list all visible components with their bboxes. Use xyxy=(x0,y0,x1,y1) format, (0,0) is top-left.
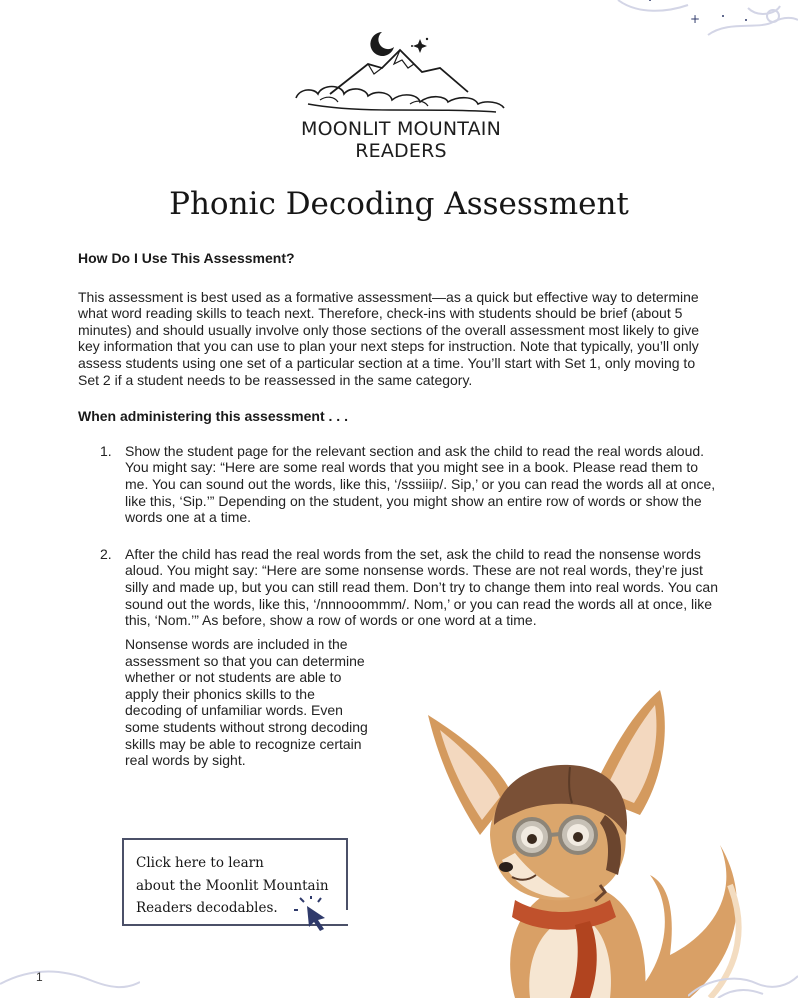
list-item xyxy=(78,546,718,629)
fox-nose xyxy=(499,862,513,872)
brand-logo xyxy=(290,24,512,164)
brand-name-line-2: READERS xyxy=(355,140,447,162)
decodables-link-box[interactable] xyxy=(122,838,348,926)
moon-mountain-logo-icon xyxy=(290,24,512,116)
click-cursor-icon[interactable] xyxy=(294,896,338,932)
cloud-swirl-decoration xyxy=(598,0,798,70)
step-number: 1. xyxy=(100,442,112,459)
cta-line-3[interactable]: Readers decodables. xyxy=(136,900,278,916)
main-content xyxy=(78,250,718,649)
cta-line-2[interactable]: about the Moonlit Mountain xyxy=(136,877,329,894)
steps-list xyxy=(78,443,718,629)
page-title: Phonic Decoding Assessment xyxy=(169,186,629,222)
intro-paragraph: This assessment is best used as a formative assessment—as a quick but effective way to determine what word reading skills to teach next. Therefore, check-ins with students should be brief (about 5 minutes) and should usually involve only those sections of the overall assessment most likely to give key information that you can use to plan your next steps for instruction. Note that typically, you’ll only assess students using one set of a particular section at a time. You’ll start with Set 1, only moving to Set 2 if a student needs to be reassessed in the same category. xyxy=(78,288,699,388)
section-heading: How Do I Use This Assessment? xyxy=(78,250,295,266)
list-item xyxy=(78,443,718,526)
step-number: 2. xyxy=(100,545,112,562)
svg-text:+: + xyxy=(690,12,701,26)
page-number: 1 xyxy=(36,970,43,984)
step-text: After the child has read the real words from the set, ask the child to read the nonsense words aloud. You might say: “Here are some nonsense words. These are not real words, they’re just silly and made up, but you can still read them. Don’t try to change them into real words. You can sound out the words, like this, ‘/nnnooommm/. Nom,’ or you can read the words all at once, like this, ‘Nom.’” As before, show a row of words or one word at a time. xyxy=(125,545,718,629)
brand-name-line-1: MOONLIT MOUNTAIN xyxy=(301,118,501,140)
nonsense-words-note: Nonsense words are included in the assessment so that you can determine whether or not students are able to apply their phonics skills to the decoding of unfamiliar words. Even some students without strong decoding skills may be able to recognize certain real words by sight. xyxy=(125,636,368,769)
bottom-left-cloud-decoration xyxy=(0,958,140,998)
bottom-right-cloud-decoration xyxy=(688,938,798,998)
admin-heading: When administering this assessment . . . xyxy=(78,408,348,425)
cta-line-1[interactable]: Click here to learn xyxy=(136,855,264,871)
step-text: Show the student page for the relevant section and ask the child to read the real words aloud. You might say: “Here are some real words that you might see in a book. Please read them to me. You can sound out the words, like this, ‘/sssiiip/. Sip,’ or you can read the words all at once, like this, ‘Sip.’” Depending on the student, you might show an entire row of words or show the words one at a time. xyxy=(125,442,716,526)
